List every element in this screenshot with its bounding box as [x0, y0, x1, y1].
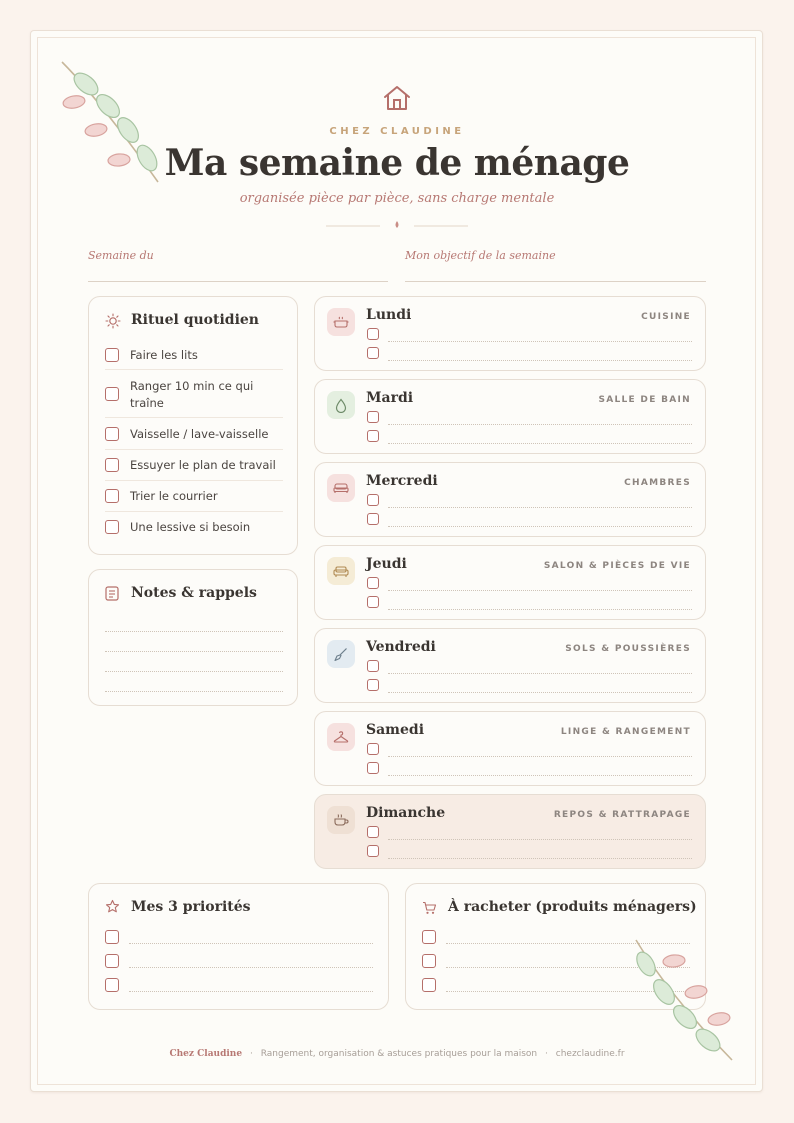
footer-brand: Chez Claudine [169, 1049, 243, 1059]
priority-line[interactable] [129, 967, 373, 968]
daily-checkbox[interactable] [105, 489, 119, 503]
priorities-card [88, 883, 389, 1010]
day-task-line[interactable] [388, 424, 692, 425]
daily-ritual-card [88, 296, 298, 555]
daily-task: Une lessive si besoin [130, 520, 251, 534]
day-task-line[interactable] [388, 692, 692, 693]
priorities-title: Mes 3 priorités [131, 899, 251, 915]
day-task-line[interactable] [388, 775, 692, 776]
restock-checkbox[interactable] [422, 954, 436, 968]
day-checkbox[interactable] [367, 845, 379, 857]
daily-checkbox[interactable] [105, 387, 119, 401]
daily-task: Essuyer le plan de travail [130, 458, 276, 472]
brand-kicker: CHEZ CLAUDINE [329, 126, 465, 137]
task-separator [105, 511, 283, 512]
day-checkbox[interactable] [367, 347, 379, 359]
day-name: Jeudi [366, 556, 407, 572]
day-checkbox[interactable] [367, 328, 379, 340]
daily-task: Ranger 10 min ce qui [130, 379, 254, 393]
daily-checkbox[interactable] [105, 458, 119, 472]
day-task-line[interactable] [388, 341, 692, 342]
priority-checkbox[interactable] [105, 954, 119, 968]
day-room: CHAMBRES [624, 478, 691, 488]
day-checkbox[interactable] [367, 430, 379, 442]
goal-label: Mon objectif de la semaine [405, 249, 556, 262]
day-name: Vendredi [366, 639, 436, 655]
day-room: LINGE & RANGEMENT [560, 727, 691, 737]
note-line[interactable] [105, 631, 283, 632]
note-line[interactable] [105, 651, 283, 652]
daily-task: Trier le courrier [130, 489, 218, 503]
day-name: Samedi [366, 722, 425, 738]
day-card-dimanche [314, 794, 706, 869]
day-task-line[interactable] [388, 609, 692, 610]
day-checkbox[interactable] [367, 411, 379, 423]
day-checkbox[interactable] [367, 660, 379, 672]
footer-separator: · [545, 1049, 548, 1059]
priority-line[interactable] [129, 943, 373, 944]
day-card-samedi [314, 711, 706, 786]
day-task-line[interactable] [388, 839, 692, 840]
star-icon [105, 899, 120, 914]
day-room: CUISINE [641, 312, 691, 322]
week-label: Semaine du [88, 249, 154, 262]
day-task-line[interactable] [388, 756, 692, 757]
cup-icon [327, 806, 355, 834]
day-task-line[interactable] [388, 443, 692, 444]
daily-checkbox[interactable] [105, 427, 119, 441]
day-checkbox[interactable] [367, 743, 379, 755]
cart-icon [422, 901, 437, 915]
week-input-line[interactable] [88, 281, 388, 282]
day-card-jeudi [314, 545, 706, 620]
notepad-icon [105, 586, 119, 601]
day-checkbox[interactable] [367, 577, 379, 589]
sofa-icon [327, 557, 355, 585]
day-card-vendredi [314, 628, 706, 703]
day-checkbox[interactable] [367, 513, 379, 525]
goal-input-line[interactable] [405, 281, 706, 282]
task-separator [105, 369, 283, 370]
priority-line[interactable] [129, 991, 373, 992]
day-task-line[interactable] [388, 858, 692, 859]
day-name: Lundi [366, 307, 412, 323]
leaf-branch-decoration [630, 936, 740, 1064]
title-divider [326, 220, 468, 230]
page-title: Ma semaine de ménage [164, 142, 630, 184]
notes-title: Notes & rappels [131, 585, 257, 601]
footer-tagline: Rangement, organisation & astuces pratiques pour la maison [260, 1049, 538, 1059]
footer-url[interactable]: chezclaudine.fr [555, 1049, 625, 1059]
broom-icon [327, 640, 355, 668]
day-name: Mardi [366, 390, 414, 406]
task-separator [105, 417, 283, 418]
day-room: SALLE DE BAIN [598, 395, 691, 405]
day-card-lundi [314, 296, 706, 371]
day-task-line[interactable] [388, 590, 692, 591]
note-line[interactable] [105, 691, 283, 692]
restock-checkbox[interactable] [422, 978, 436, 992]
day-name: Mercredi [366, 473, 438, 489]
day-checkbox[interactable] [367, 762, 379, 774]
day-name: Dimanche [366, 805, 446, 821]
day-card-mercredi [314, 462, 706, 537]
page-subtitle: organisée pièce par pièce, sans charge mentale [239, 191, 555, 206]
drop-icon [327, 391, 355, 419]
task-separator [105, 449, 283, 450]
day-task-line[interactable] [388, 673, 692, 674]
restock-title: À racheter (produits ménagers) [448, 899, 697, 915]
day-card-mardi [314, 379, 706, 454]
priority-checkbox[interactable] [105, 930, 119, 944]
day-task-line[interactable] [388, 360, 692, 361]
day-checkbox[interactable] [367, 826, 379, 838]
hanger-icon [327, 723, 355, 751]
daily-task: Vaisselle / lave-vaisselle [130, 427, 269, 441]
bed-icon [327, 474, 355, 502]
page-footer [0, 1049, 794, 1059]
pot-icon [327, 308, 355, 336]
sun-icon [105, 313, 121, 329]
house-icon [382, 84, 412, 112]
day-checkbox[interactable] [367, 679, 379, 691]
note-line[interactable] [105, 671, 283, 672]
task-separator [105, 480, 283, 481]
day-room: SALON & PIÈCES DE VIE [543, 561, 691, 571]
footer-separator: · [249, 1049, 253, 1059]
daily-checkbox[interactable] [105, 348, 119, 362]
day-checkbox[interactable] [367, 494, 379, 506]
daily-task-continued: traîne [130, 396, 164, 410]
day-room: REPOS & RATTRAPAGE [553, 810, 691, 820]
restock-checkbox[interactable] [422, 930, 436, 944]
daily-task: Faire les lits [130, 348, 198, 362]
day-room: SOLS & POUSSIÈRES [565, 644, 691, 654]
notes-card [88, 569, 298, 706]
daily-checkbox[interactable] [105, 520, 119, 534]
day-task-line[interactable] [388, 507, 692, 508]
day-task-line[interactable] [388, 526, 692, 527]
day-checkbox[interactable] [367, 596, 379, 608]
priority-checkbox[interactable] [105, 978, 119, 992]
daily-ritual-title: Rituel quotidien [131, 312, 259, 328]
